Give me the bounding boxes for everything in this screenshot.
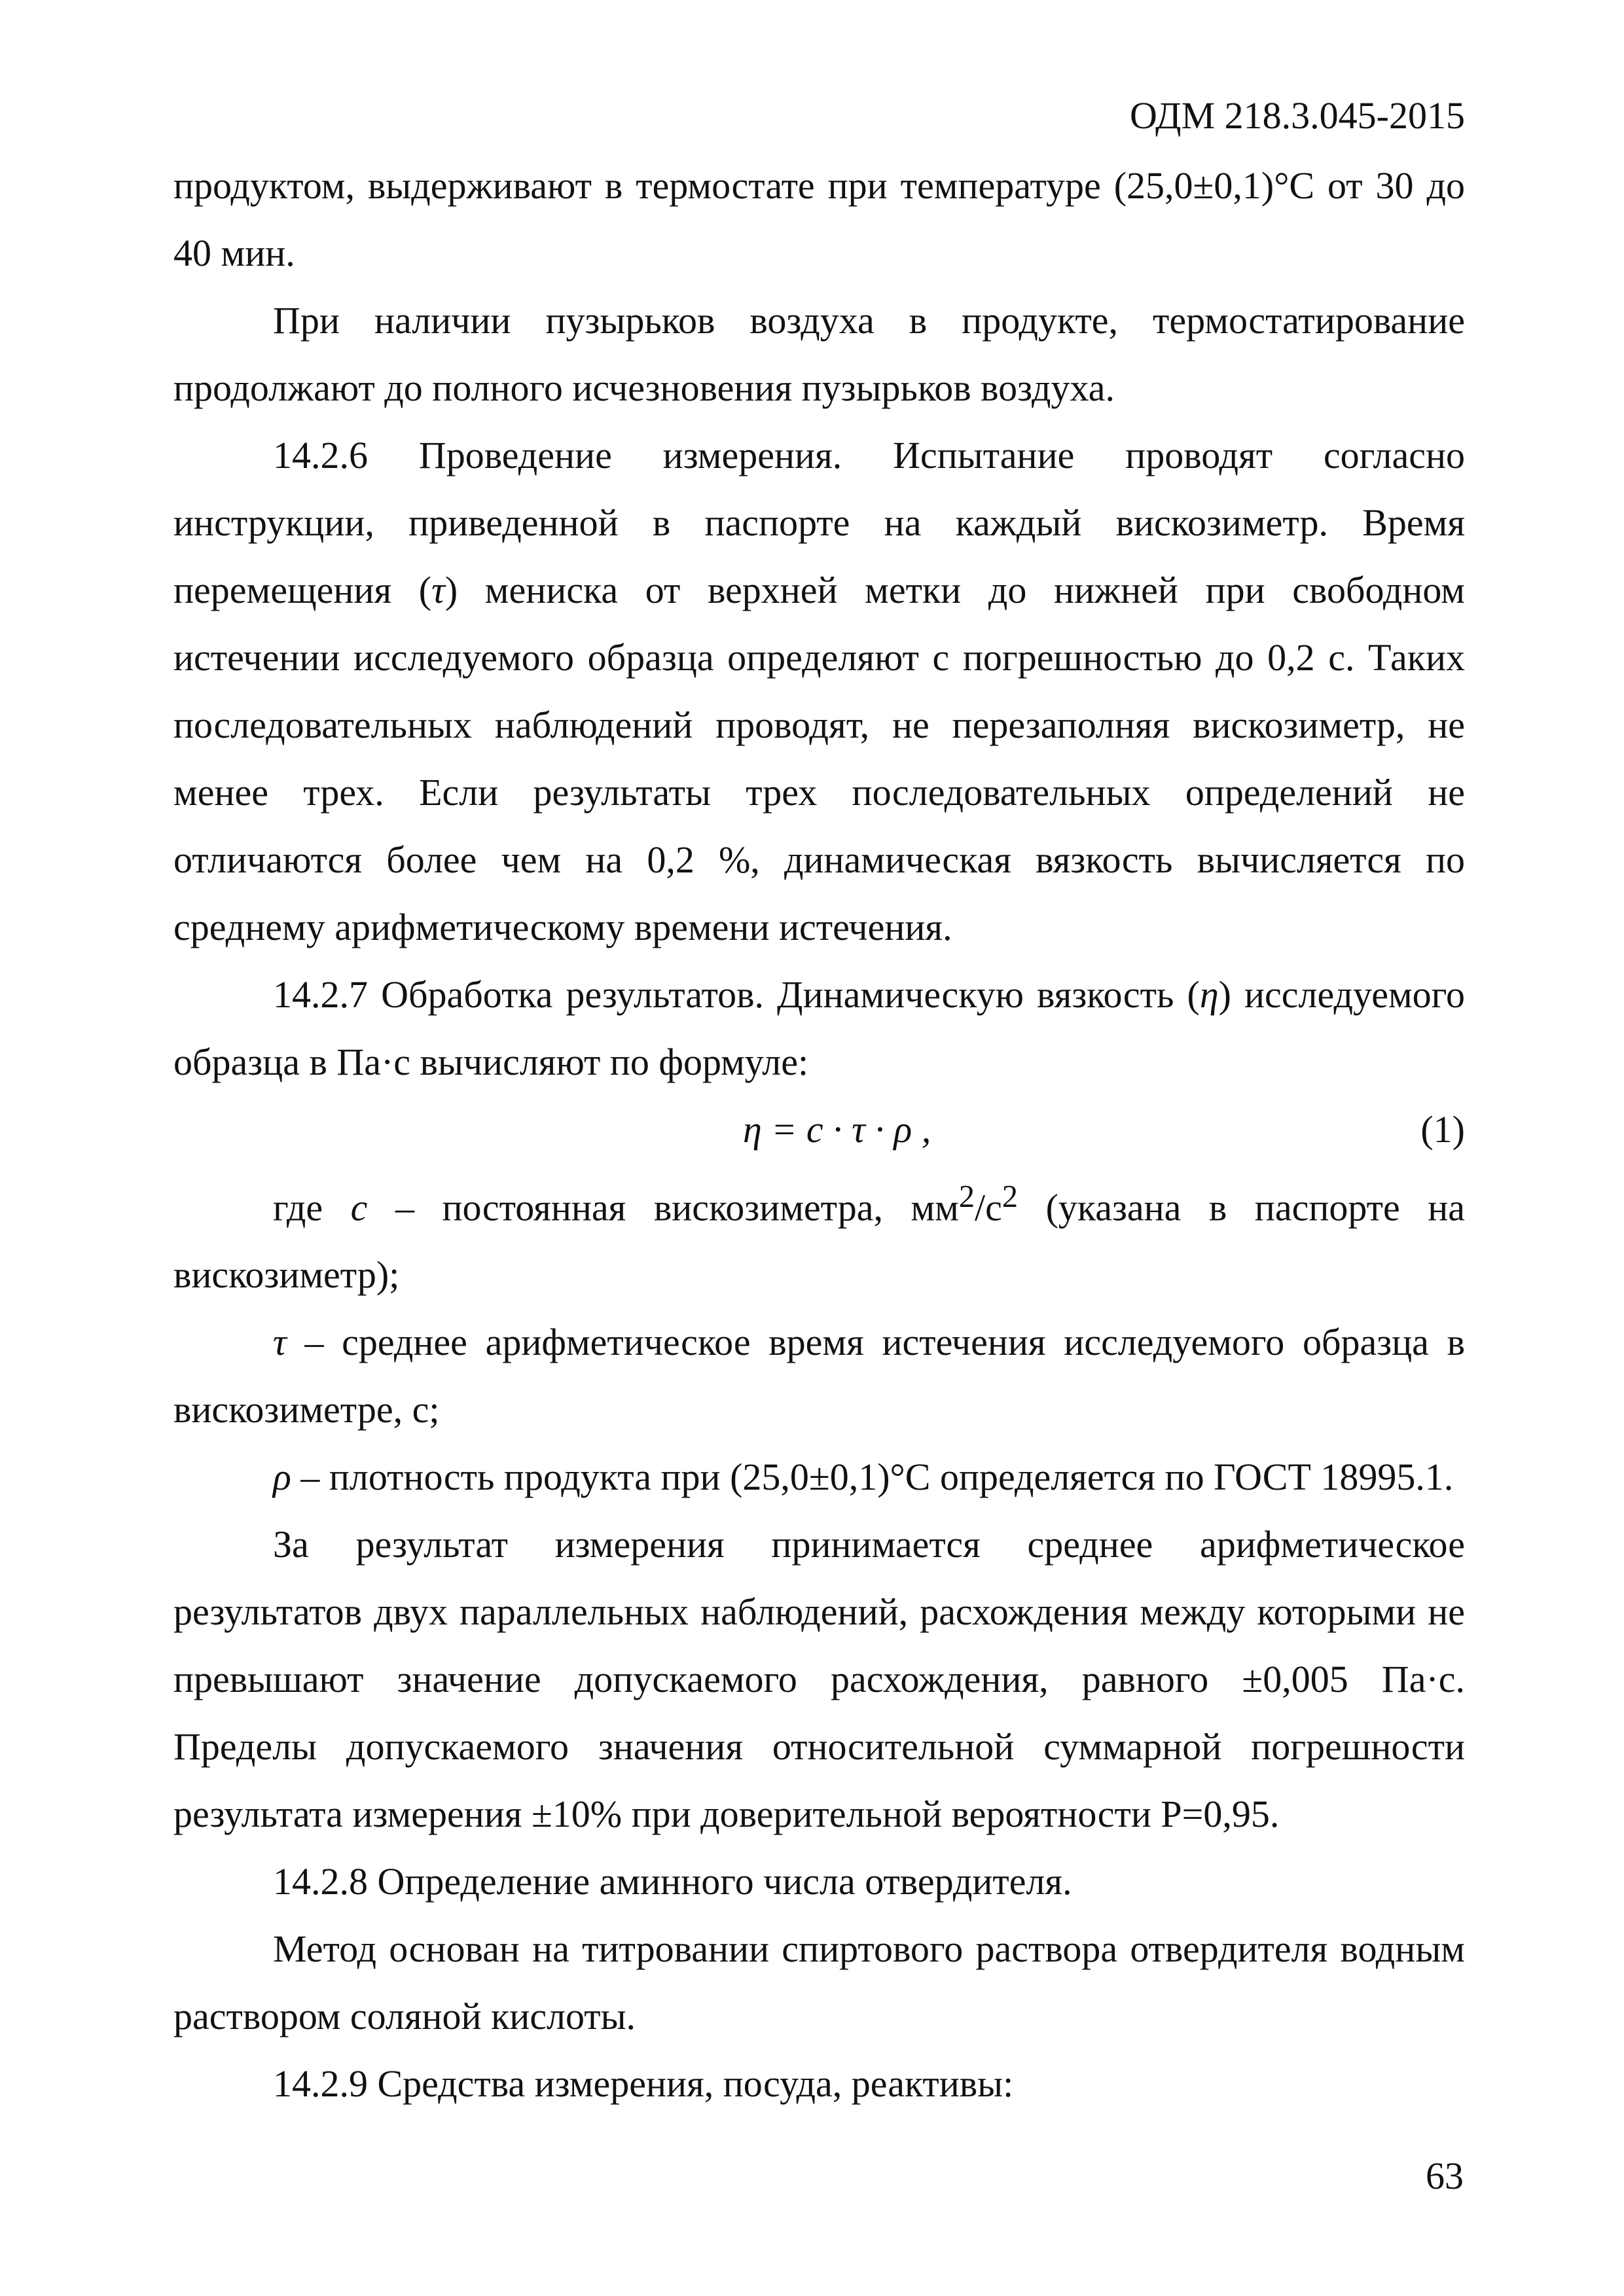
formula-expression: η = c · τ · ρ ,	[743, 1108, 931, 1151]
formula	[173, 1096, 1465, 1163]
paragraph: продуктом, выдерживают в термостате при температуре (25,0±0,1)°С от 30 до 40 мин.	[173, 164, 1465, 274]
text-segment: /с	[975, 1186, 1002, 1229]
formula-number: (1)	[1420, 1108, 1465, 1151]
text-segment: – постоянная вискозиметра, мм	[367, 1186, 959, 1229]
document-body	[173, 152, 1465, 2117]
text-segment: ) исследуемого образца в Па·с вычисляют по формуле:	[173, 973, 1465, 1083]
text-segment: – среднее арифметическое время истечения исследуемого образца в вискозиметре, с;	[173, 1321, 1465, 1431]
paragraph-measurement	[173, 422, 1465, 961]
text-segment: где	[273, 1186, 351, 1229]
page-number: 63	[1426, 2155, 1464, 2197]
rho-symbol: ρ	[273, 1456, 291, 1499]
superscript: 2	[958, 1179, 975, 1214]
document-code: ОДМ 218.3.045-2015	[1130, 94, 1465, 137]
text-segment: – плотность продукта при (25,0±0,1)°С определяется по ГОСТ 18995.1.	[291, 1456, 1454, 1499]
eta-symbol: η	[1199, 973, 1219, 1016]
tau-symbol: τ	[431, 569, 445, 611]
paragraph-processing	[173, 961, 1465, 1096]
c-symbol: c	[350, 1186, 368, 1229]
superscript: 2	[1001, 1179, 1019, 1214]
text-segment: ) мениска от верхней метки до нижней при свободном истечении исследуемого образца определяют с погрешностью до 0,2 с. Таких последовательных наблюдений проводят, не перезаполняя вискозиметр, не менее трех. Если результаты трех последовательных определений не отличаются более чем на 0,2 %, динамическая вязкость вычисляется по среднему арифметическому времени истечения.	[173, 569, 1465, 948]
definition-rho	[173, 1443, 1465, 1511]
paragraph-section-heading: 14.2.9 Средства измерения, посуда, реактивы:	[273, 2062, 1014, 2106]
paragraph: При наличии пузырьков воздуха в продукте, термостатирование продолжают до полного исчезновения пузырьков воздуха.	[173, 299, 1465, 409]
text-segment: 14.2.6 Проведение измерения. Испытание проводят согласно инструкции, приведенной в паспорте на каждый вискозиметр. Время перемещения (	[173, 434, 1465, 611]
paragraph-section-heading: 14.2.8 Определение аминного числа отвердителя.	[273, 1860, 1072, 1903]
text-segment: 14.2.7 Обработка результатов. Динамическую вязкость (	[273, 973, 1200, 1016]
definition-tau	[173, 1308, 1465, 1443]
definition-c	[173, 1163, 1465, 1308]
paragraph-result: За результат измерения принимается среднее арифметическое результатов двух параллельных наблюдений, расхождения между которыми не превышают значение допускаемого расхождения, равного ±0,005 Па·с. Пределы допускаемого значения относительной суммарной погрешности результата измерения ±10% при доверительной вероятности Р=0,95.	[173, 1523, 1465, 1836]
paragraph: Метод основан на титровании спиртового раствора отвердителя водным раствором соляной кислоты.	[173, 1928, 1465, 2038]
text-segment: (указана в паспорте на вискозиметр);	[173, 1186, 1465, 1297]
tau-symbol: τ	[273, 1321, 287, 1364]
